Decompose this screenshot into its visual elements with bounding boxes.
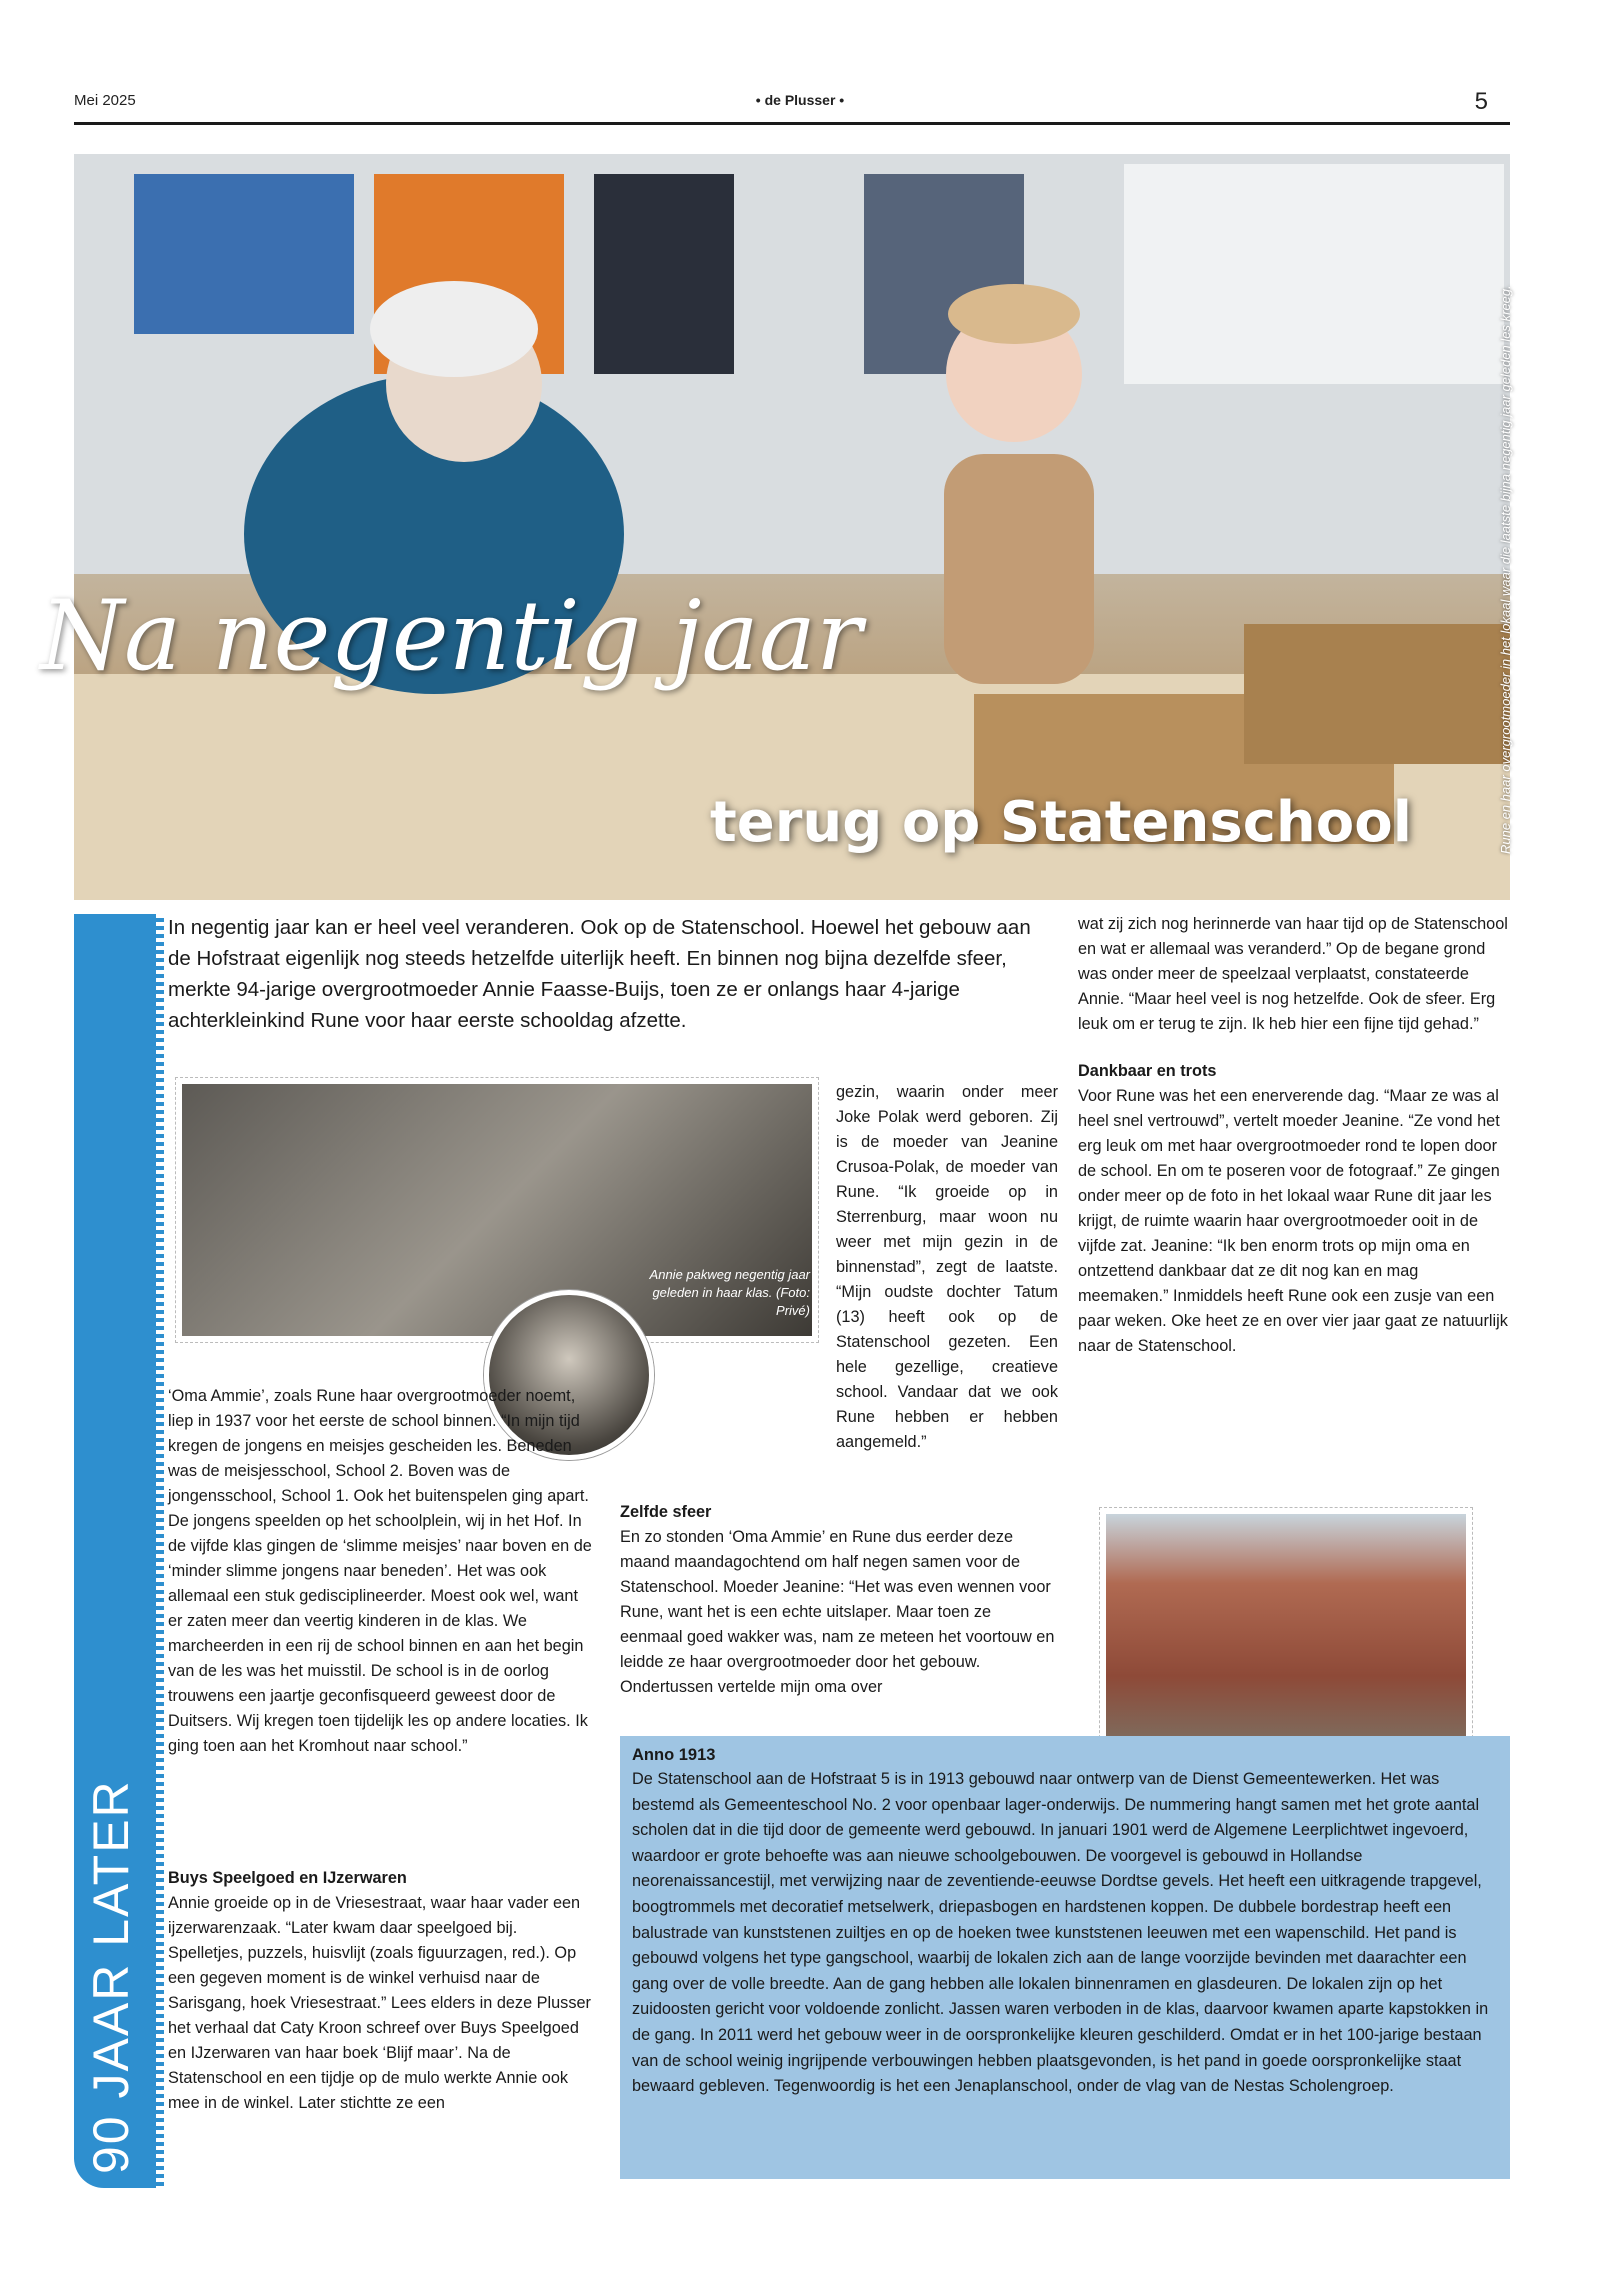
page-number: 5: [1474, 88, 1488, 115]
school-building-photo: [1100, 1508, 1472, 1752]
hero-photo: [74, 154, 1513, 900]
class-photo-caption: Annie pakweg negentig jaar geleden in haar klas. (Foto: Privé): [649, 1267, 810, 1318]
anno-title: Anno 1913: [632, 1746, 716, 1764]
headline-script: Na negentig jaar: [40, 580, 862, 692]
body-paragraph: ‘Oma Ammie’, zoals Rune haar overgrootmoeder noemt, liep in 1937 voor het eerste de school binnen. “In mijn tijd kregen de jongens en meisjes gescheiden les. Beneden was de meisjesschool, School 2. Boven was de jongensschool, School 1. Ook het buitenspelen ging apart. De jongens speelden op het schoolplein, wij in het Hof. In de vijfde klas gingen de ‘slimme meisjes’ naar boven en de ‘minder slimme jongens naar beneden’. Het was ook allemaal een stuk gedisciplineerder. Moest ook wel, want er zaten meer dan veertig kinderen in de klas. We marcheerden in een rij de school binnen en aan het begin van de les was het muisstil. De school is in de oorlog trouwens een jaartje geconfisqueerd geweest door de Duitsers. Wij kregen toen tijdelijk les op andere locaties. Ik ging toen aan het Kromhout naar school.”: [168, 1387, 592, 1755]
body-paragraph: Voor Rune was het een enerverende dag. “Maar ze was al heel snel vertrouwd”, vertelt moeder Jeanine. “Ze vond het erg leuk om met haar overgrootmoeder rond te lopen door de school. En om te poseren voor de fotograaf.” Ze gingen onder meer op de foto in het lokaal waar Rune dit jaar les krijgt, de ruimte waarin haar overgrootmoeder ooit in de vijfde zat. Jeanine: “Ik ben enorm trots op mijn oma en ontzettend dankbaar dat ze dit nog kan en mag meemaken.” Inmiddels heeft Rune ook een zusje van een paar weken. Oke heet ze en over vier jaar gaat ze natuurlijk naar de Statenschool.: [1078, 1087, 1508, 1355]
anno-text: De Statenschool aan de Hofstraat 5 is in 1913 gebouwd naar ontwerp van de Dienst Gemeentewerken. Het was bestemd als Gemeenteschool No. 2 voor openbaar lager-onderwijs. De nummering hangt samen met het grote aantal scholen dat in die tijd door de gemeente werd gebouwd. In januari 1901 werd de Algemene Leerplichtwet ingevoerd, waardoor er grote behoefte was aan nieuwe schoolgebouwen. De voorgevel is gebouwd in Hollandse neorenaissancestijl, met verwijzing naar de zeventiende-eeuwse Dordtse gevels. Het heeft een uitkragende trapgevel, boogtrommels met decoratief metselwerk, driepasbogen en hardstenen koppen. De dubbele bordestrap heeft een balustrade van kunststenen zuiltjes en op de hoeken twee kunststenen leeuwen met een wapenschild. Het pand is gebouwd volgens het type gangschool, waarbij de lokalen zich aan de lange voorzijde bevinden met daarachter een gang over de volle breedte. Aan de gang hebben alle lokalen binnenramen en glasdeuren. De lokalen zijn op het zuidoosten gericht voor voldoende zonlicht. Jassen waren verboden in de klas, daarvoor kwamen aparte kapstokken in de gang. In 2011 werd het gebouw weer in de oorspronkelijke kleuren geschilderd. Omdat er in het 100-jarige bestaan van de school weinig ingrijpende verbouwingen hebben plaatsgevonden, is het pand in goede oorspronkelijke staat bewaard gebleven. Tegenwoordig is het een Jenaplanschool, onder de vlag van de Nestas Scholengroep.: [632, 1770, 1489, 2096]
intro-paragraph: In negentig jaar kan er heel veel veranderen. Ook op de Statenschool. Hoewel het gebouw aan de Hofstraat eigenlijk nog steeds hetzelfde uiterlijk heeft. En binnen nog bijna dezelfde sfeer, merkte 94-jarige overgrootmoeder Annie Faasse-Buijs, toen ze er onlangs haar 4-jarige achterkleinkind Rune voor haar eerste schooldag afzette.: [168, 916, 1031, 1032]
column-left: [168, 1384, 592, 1759]
body-paragraph: wat zij zich nog herinnerde van haar tijd op de Statenschool en wat er allemaal was veranderd.” Op de begane grond was onder meer de speelzaal verplaatst, constateerde Annie. “Maar heel veel is nog hetzelfde. Ook de sfeer. Erg leuk om er terug te zijn. Ik heb hier een fijne tijd gehad.”: [1078, 915, 1508, 1033]
column-mid-top: [836, 1080, 1058, 1455]
column-mid-bottom: [620, 1500, 1058, 1700]
side-bar-edge: [156, 914, 164, 2188]
side-label: 90 JAAR LATER: [83, 1779, 139, 2174]
hero-photo-illustration: [74, 154, 1513, 900]
column-right: [1078, 912, 1510, 1359]
body-paragraph: Annie groeide op in de Vriesestraat, waar haar vader een ijzerwarenzaak. “Later kwam daar speelgoed bij. Spelletjes, puzzels, huisvlijt (zoals figuurzagen, red.). Op een gegeven moment is de winkel verhuisd naar de Sarisgang, hoek Vriesestraat.” Lees elders in deze Plusser het verhaal dat Caty Kroon schreef over Buys Speelgoed en IJzerwaren van haar boek ‘Blijf maar’. Na de Statenschool en een tijdje op de mulo werkte Annie ook mee in de winkel. Later stichtte ze een: [168, 1894, 591, 2112]
body-paragraph: En zo stonden ‘Oma Ammie’ en Rune dus eerder deze maand maandagochtend om half negen samen voor de Statenschool. Moeder Jeanine: “Het was even wennen voor Rune, want het is een echte uitslaper. Maar toen ze eenmaal goed wakker was, nam ze meteen het voortouw en leidde ze haar overgrootmoeder door het gebouw. Ondertussen vertelde mijn oma over: [620, 1528, 1055, 1696]
subheading: Zelfde sfeer: [620, 1503, 712, 1521]
body-paragraph: gezin, waarin onder meer Joke Polak werd geboren. Zij is de moeder van Jeanine Crusoa-Polak, de moeder van Rune. “Ik groeide op in Sterrenburg, maar woon nu weer met mijn gezin in de binnenstad”, zegt de laatste. “Mijn oudste dochter Tatum (13) heeft ook op de Statenschool gezeten. Een hele gezellige, creatieve school. Vandaar dat we ook Rune hebben er hebben aangemeld.”: [836, 1083, 1058, 1451]
header-rule: [74, 122, 1510, 125]
issue-date: Mei 2025: [74, 92, 136, 109]
headline-sub: terug op Statenschool: [710, 790, 1412, 855]
subheading: Buys Speelgoed en IJzerwaren: [168, 1869, 407, 1887]
anno-1913-box: [620, 1736, 1510, 2179]
subheading: Dankbaar en trots: [1078, 1062, 1217, 1080]
publication-name: • de Plusser •: [755, 92, 845, 108]
column-left-bottom: [168, 1866, 592, 2116]
hero-photo-credit: Rune en haar overgrootmoeder in het lokaal waar die laatste bijna negentig jaar geleden les kreeg.: [1498, 285, 1513, 854]
